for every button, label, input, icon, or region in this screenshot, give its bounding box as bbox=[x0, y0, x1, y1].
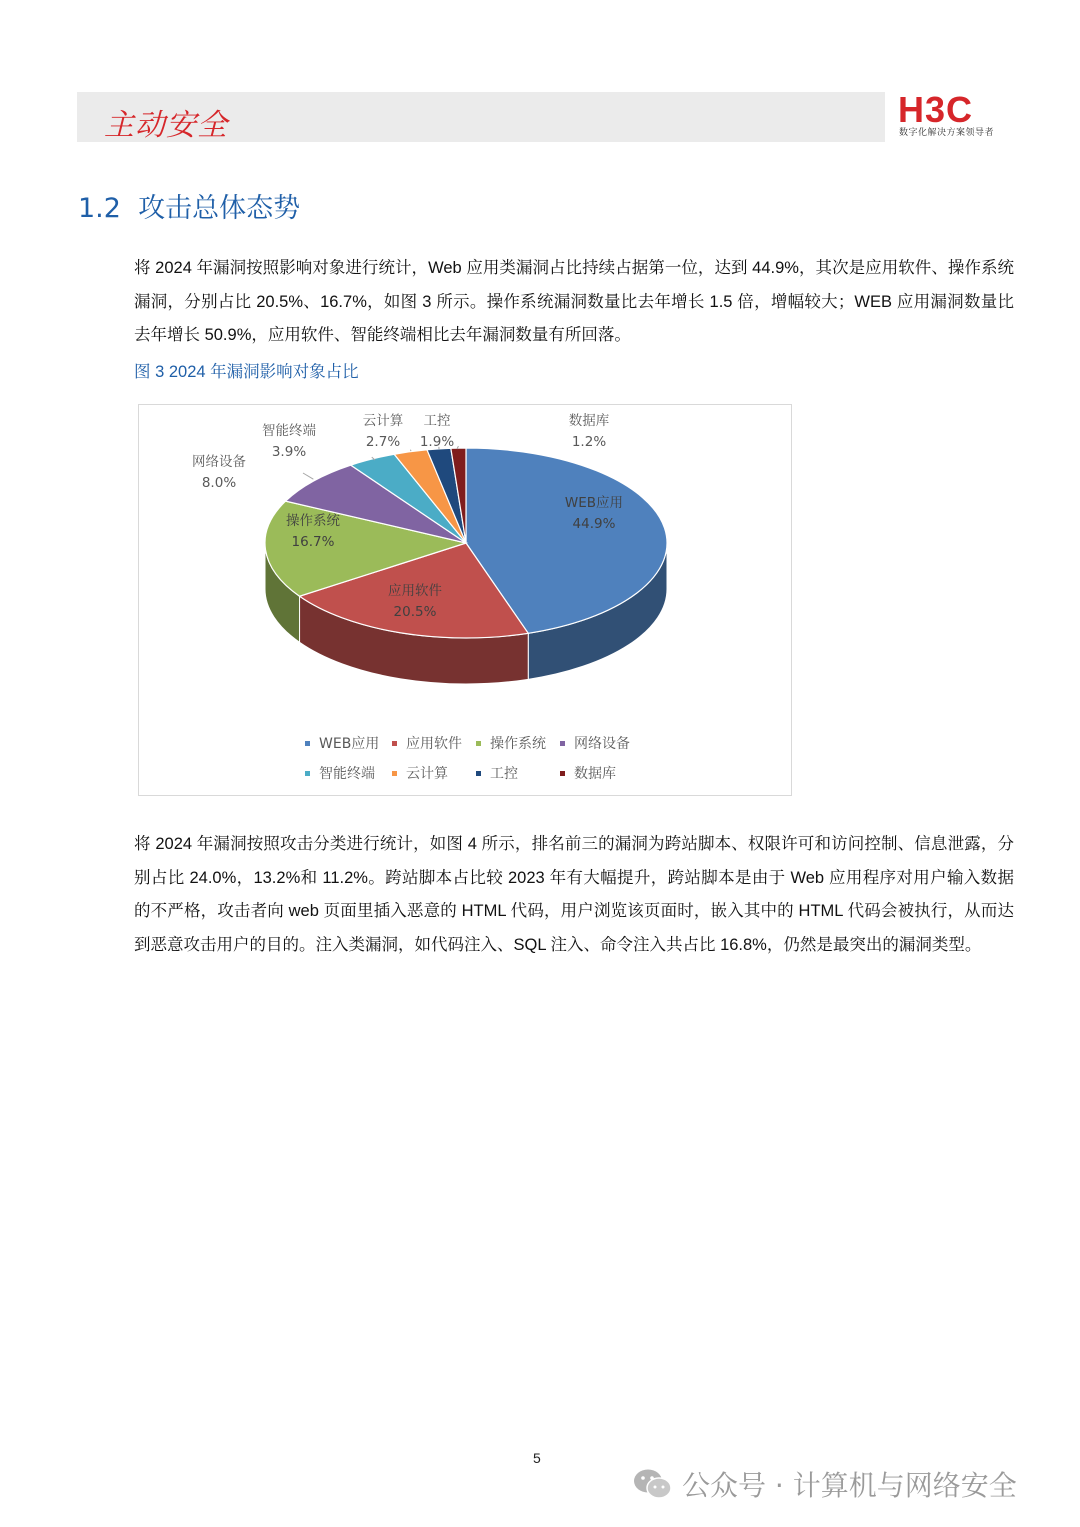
legend-label: 应用软件 bbox=[406, 736, 462, 752]
legend-label: WEB应用 bbox=[319, 736, 380, 752]
pie-chart bbox=[138, 404, 792, 796]
slice-label-数据库: 数据库 bbox=[568, 413, 610, 429]
leader-line-网络设备 bbox=[303, 473, 313, 479]
slice-label-网络设备: 网络设备 bbox=[192, 454, 246, 470]
logo-tagline: 数字化解决方案领导者 bbox=[899, 128, 995, 138]
logo-text: H3C bbox=[898, 90, 974, 130]
paragraph-1: 将 2024 年漏洞按照影响对象进行统计，Web 应用类漏洞占比持续占据第一位，达到 44.9%，其次是应用软件、操作系统漏洞，分别占比 20.5%、16.7%，如图 3 所示。操作系统漏洞数量比去年增长 1.5 倍，增幅较大；WEB 应用漏洞数量比去年增长 50.9%，应用软件、智能终端相比去年漏洞数量有所回落。 bbox=[134, 259, 1014, 344]
page-number: 5 bbox=[533, 1450, 541, 1466]
watermark-text: 公众号 · 计算机与网络安全 bbox=[682, 1469, 1017, 1502]
legend-label: 网络设备 bbox=[574, 736, 630, 752]
slice-value-智能终端: 3.9% bbox=[271, 444, 307, 460]
slice-label-云计算: 云计算 bbox=[362, 413, 404, 429]
leader-line-云计算 bbox=[410, 450, 411, 451]
legend-label: 数据库 bbox=[574, 766, 616, 782]
slice-label-应用软件: 应用软件 bbox=[388, 583, 442, 599]
pie-chart-svg bbox=[139, 405, 793, 797]
slice-label-操作系统: 操作系统 bbox=[286, 513, 340, 529]
slice-value-工控: 1.9% bbox=[419, 434, 455, 450]
slice-label-工控: 工控 bbox=[423, 413, 451, 429]
watermark bbox=[632, 1462, 1017, 1506]
slice-value-WEB应用: 44.9% bbox=[572, 516, 616, 532]
slice-value-云计算: 2.7% bbox=[365, 434, 401, 450]
slice-value-应用软件: 20.5% bbox=[393, 604, 437, 620]
slice-value-网络设备: 8.0% bbox=[201, 475, 237, 491]
slice-label-WEB应用: WEB应用 bbox=[564, 495, 624, 511]
slice-label-智能终端: 智能终端 bbox=[262, 423, 316, 439]
figure-caption: 图 3 2024 年漏洞影响对象占比 bbox=[134, 363, 359, 381]
paragraph-2: 将 2024 年漏洞按照攻击分类进行统计，如图 4 所示，排名前三的漏洞为跨站脚本、权限许可和访问控制、信息泄露，分别占比 24.0%，13.2%和 11.2%。跨站脚本占比较 2023 年有大幅提升，跨站脚本是由于 Web 应用程序对用户输入数据的不严格，攻击者向 web 页面里插入恶意的 HTML 代码，用户浏览该页面时，嵌入其中的 HTML 代码会被执行，从而达到恶意攻击用户的目的。注入类漏洞，如代码注入、SQL 注入、命令注入共占比 16.8%，仍然是最突出的漏洞类型。 bbox=[134, 835, 1014, 954]
wechat-icon bbox=[632, 1466, 674, 1502]
slice-value-操作系统: 16.7% bbox=[291, 534, 335, 550]
legend-label: 操作系统 bbox=[490, 736, 546, 752]
legend-label: 云计算 bbox=[406, 766, 448, 782]
header-title: 主动安全 bbox=[104, 108, 228, 143]
section-heading: 1.2 攻击总体态势 bbox=[78, 193, 301, 224]
legend-label: 智能终端 bbox=[319, 766, 375, 782]
slice-value-数据库: 1.2% bbox=[571, 434, 607, 450]
legend-label: 工控 bbox=[490, 766, 518, 782]
